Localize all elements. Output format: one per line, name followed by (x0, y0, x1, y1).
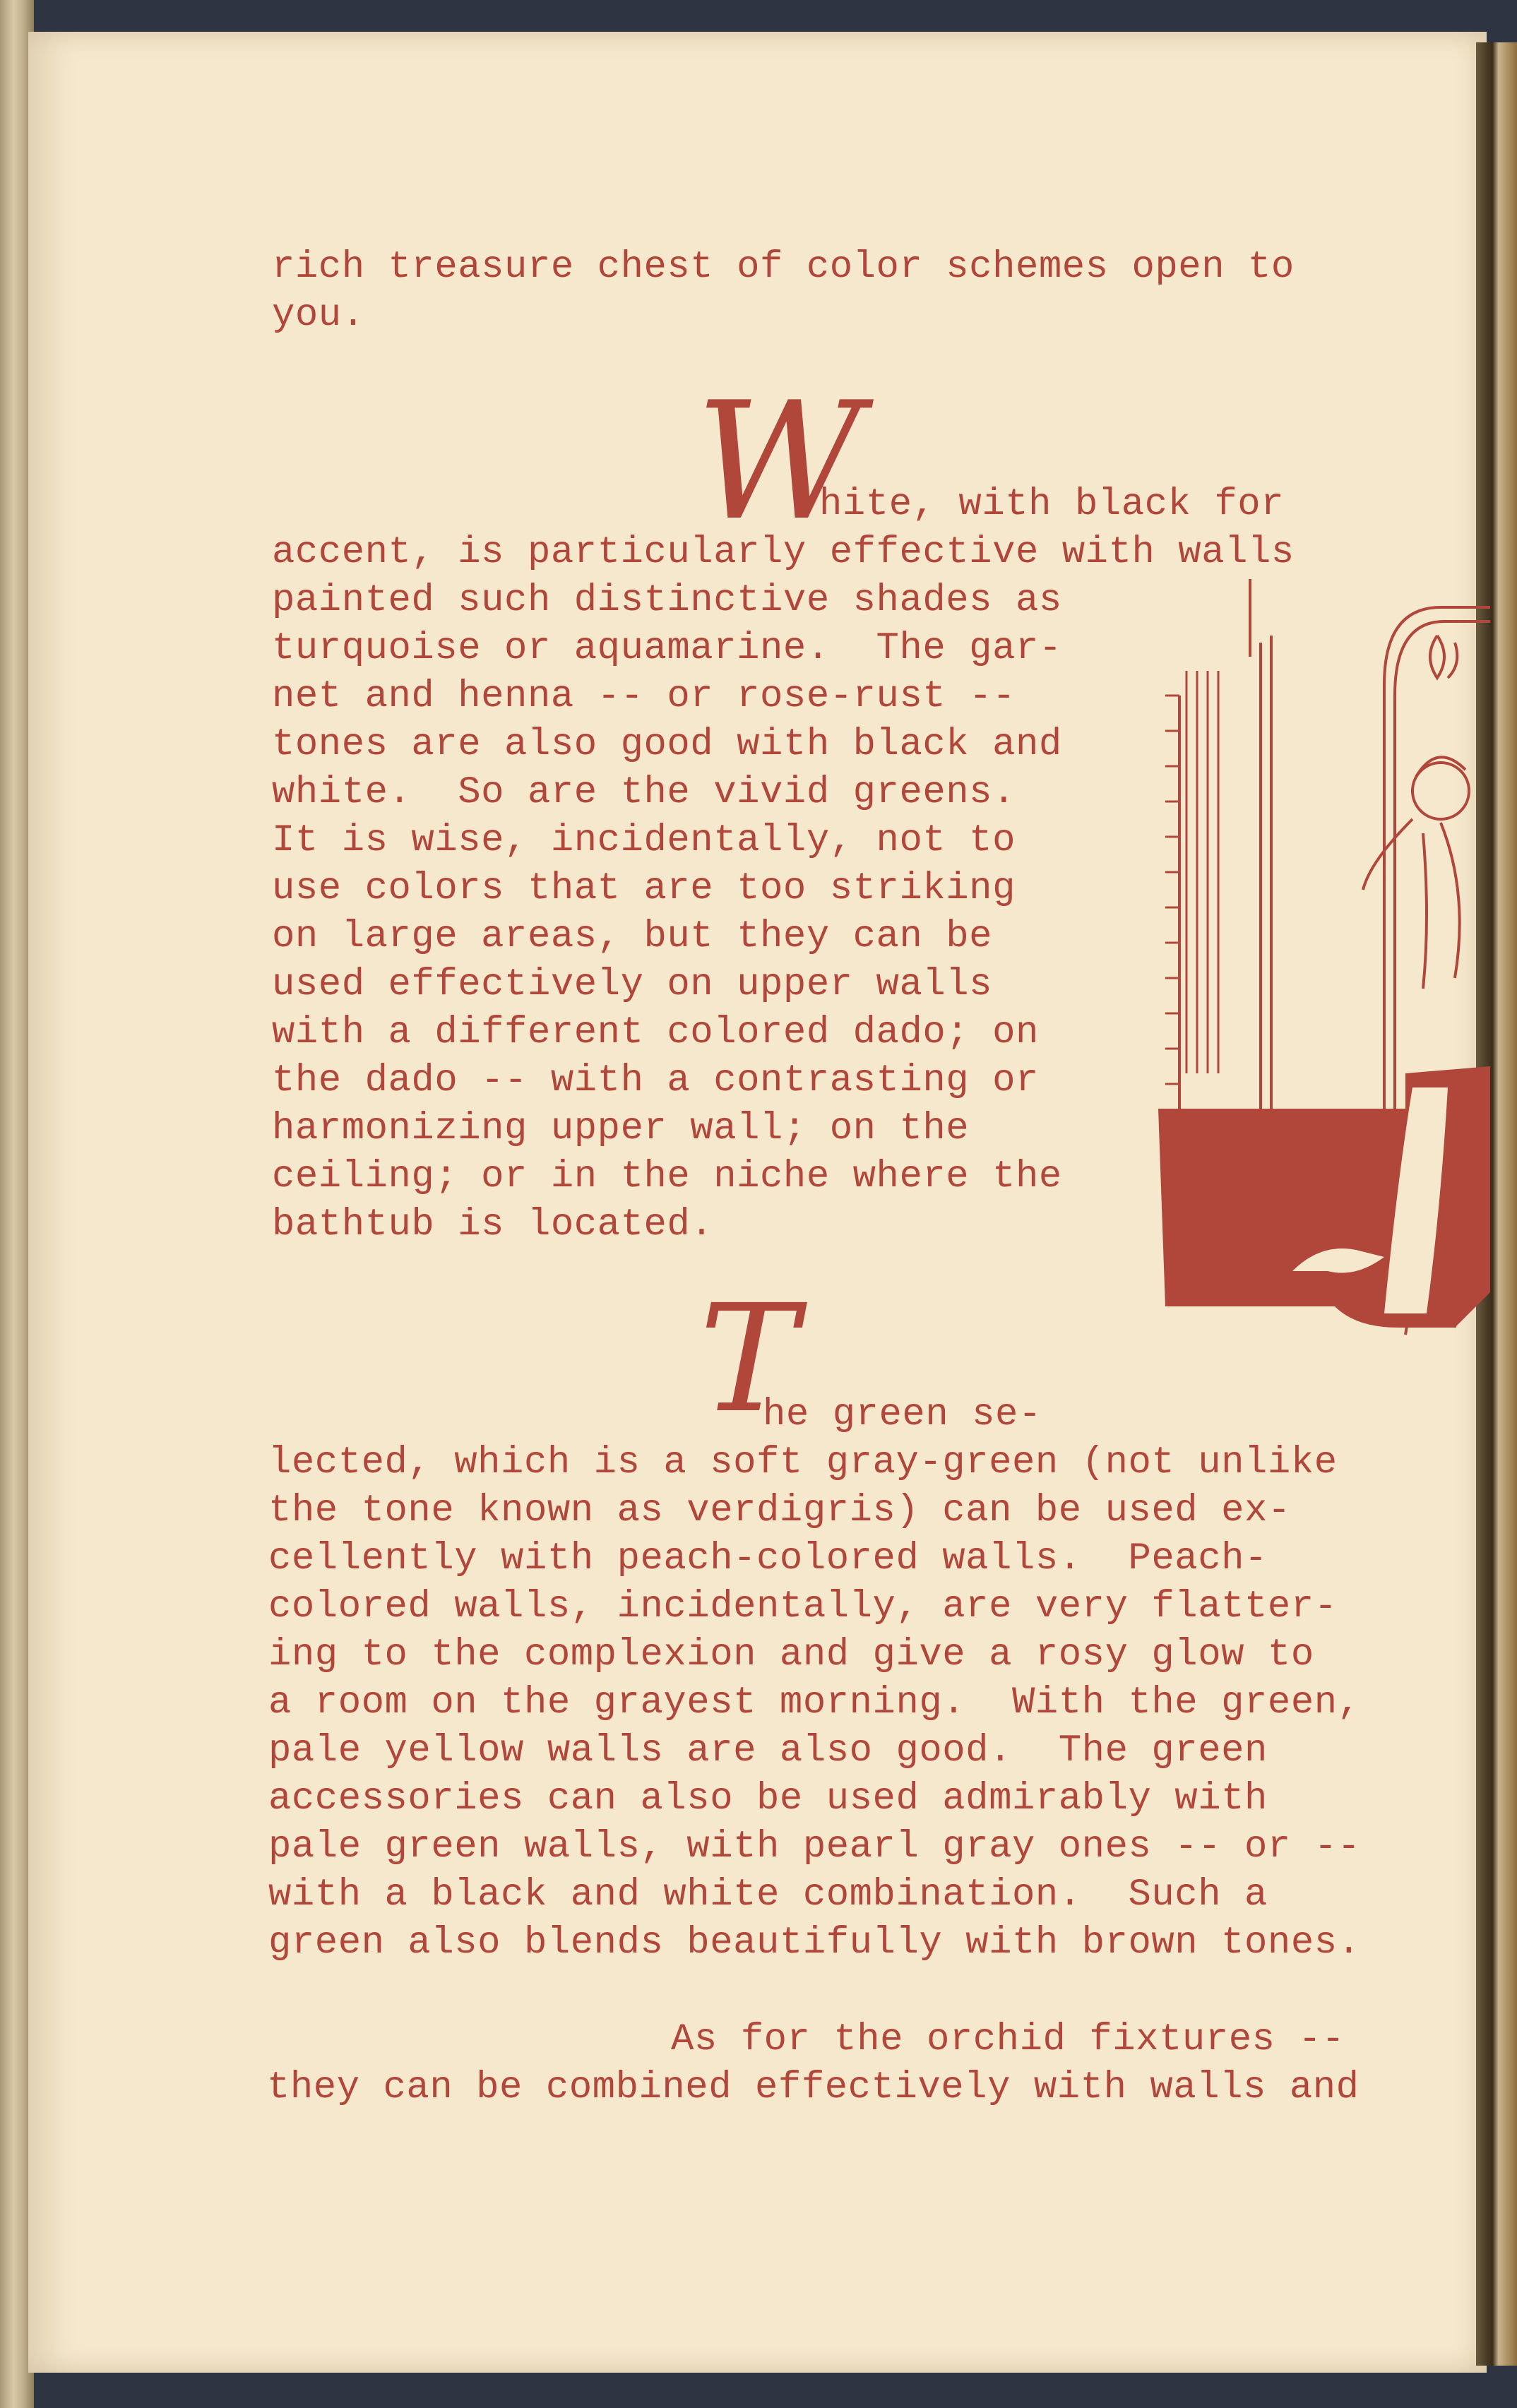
text-line: accent, is particularly effective with walls (272, 531, 1295, 574)
text-line: colored walls, incidentally, are very flatter- (268, 1585, 1338, 1628)
text-line: used effectively on upper walls (272, 963, 993, 1006)
drop-cap-t: T (699, 1272, 799, 1446)
text-line: harmonizing upper wall; on the (272, 1107, 970, 1150)
text-line: with a different colored dado; on (272, 1011, 1039, 1054)
text-line: tones are also good with black and (272, 723, 1062, 766)
text-line: with a black and white combination. Such a (268, 1873, 1268, 1917)
text-line: the dado -- with a contrasting or (272, 1059, 1039, 1102)
text-line: painted such distinctive shades as (272, 579, 1062, 622)
text-line: rich treasure chest of color schemes open to (272, 246, 1295, 289)
text-line: they can be combined effectively with walls and (267, 2066, 1360, 2109)
text-line: green also blends beautifully with brown tones. (268, 1921, 1361, 1965)
text-line: As for the orchid fixtures -- (671, 2018, 1345, 2061)
bathroom-illustration (1144, 579, 1490, 1377)
text-line: cellently with peach-colored walls. Peach- (268, 1537, 1268, 1580)
text-line: ceiling; or in the niche where the (272, 1155, 1062, 1198)
text-line: It is wise, incidentally, not to (272, 819, 1016, 862)
text-line: use colors that are too striking (272, 867, 1016, 910)
text-line: hite, with black for (819, 483, 1285, 526)
text-line: you. (272, 294, 365, 337)
text-line: the tone known as verdigris) can be used ex- (268, 1489, 1291, 1532)
text-line: a room on the grayest morning. With the green, (268, 1681, 1361, 1724)
text-line: bathtub is located. (272, 1203, 714, 1246)
text-line: turquoise or aquamarine. The gar- (272, 627, 1062, 670)
text-line: pale green walls, with pearl gray ones -- or -- (268, 1825, 1361, 1868)
text-line: net and henna -- or rose-rust -- (272, 675, 1016, 718)
text-line: he green se- (763, 1393, 1042, 1436)
text-line: ing to the complexion and give a rosy glow to (268, 1633, 1314, 1676)
drop-cap-w: W (696, 368, 863, 556)
text-line: on large areas, but they can be (272, 915, 993, 958)
text-line: accessories can also be used admirably with (268, 1777, 1268, 1820)
text-line: pale yellow walls are also good. The green (268, 1729, 1268, 1772)
text-line: white. So are the vivid greens. (272, 771, 1016, 814)
text-line: lected, which is a soft gray-green (not unlike (268, 1441, 1338, 1484)
